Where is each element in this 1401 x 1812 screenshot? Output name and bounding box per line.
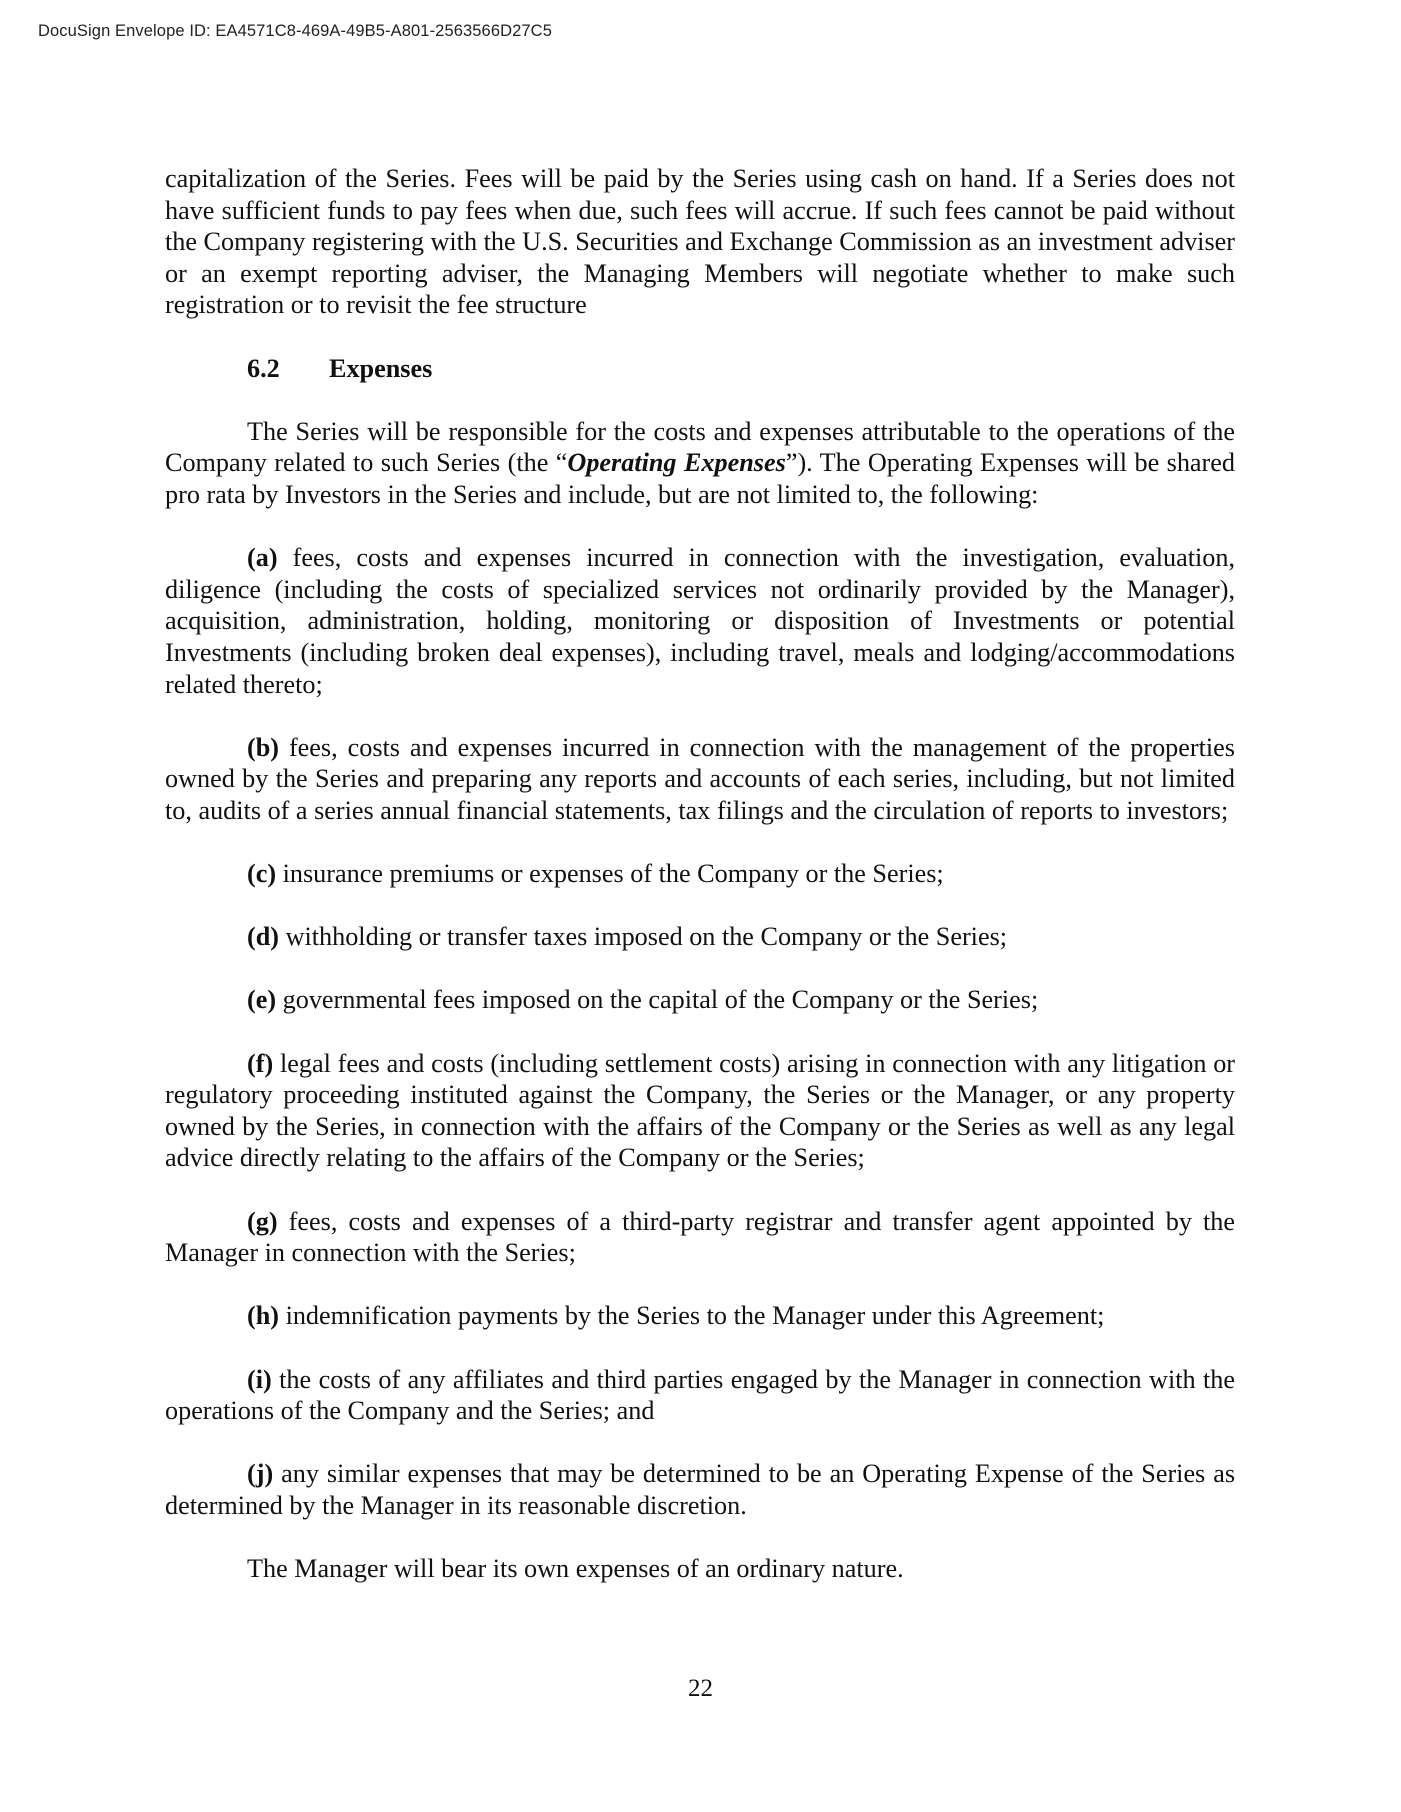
item-text: governmental fees imposed on the capital of the Company or the Series;: [282, 985, 1039, 1015]
document-body: [165, 163, 1235, 1616]
item-text: indemnification payments by the Series to the Manager under this Agreement;: [285, 1301, 1105, 1331]
item-text: the costs of any affiliates and third parties engaged by the Manager in connection with the operations of the Company and the Series; and: [165, 1364, 1236, 1426]
list-item-i: [165, 1364, 1235, 1427]
item-label: (d): [247, 922, 280, 952]
section-title: Expenses: [329, 353, 433, 383]
expenses-intro-before: The Series will be responsible for the costs and expenses attributable to the operations of the Company related to such Series (the “: [165, 416, 1235, 478]
list-item-h: [165, 1300, 1235, 1332]
list-item-c: [165, 858, 1235, 890]
item-text: any similar expenses that may be determined to be an Operating Expense of the Series as determined by the Manager in its reasonable discretion.: [165, 1459, 1236, 1520]
list-item-d: [165, 921, 1235, 953]
item-text: withholding or transfer taxes imposed on the Company or the Series;: [285, 922, 1008, 952]
closing-paragraph: The Manager will bear its own expenses of an ordinary nature.: [247, 1554, 904, 1584]
list-item-j: [165, 1458, 1235, 1521]
expenses-intro-after: ”). The Operating Expenses will be shared pro rata by Investors in the Series and include, but are not limited to, the following:: [165, 448, 1235, 509]
list-item-b: [165, 732, 1235, 827]
item-label: (a): [247, 543, 278, 573]
expenses-intro-paragraph: [165, 416, 1235, 511]
defined-term-operating-expenses: Operating Expenses: [567, 448, 786, 478]
item-label: (h): [247, 1301, 280, 1331]
list-item-e: [165, 984, 1235, 1016]
item-label: (f): [247, 1048, 274, 1078]
page-number: 22: [688, 1675, 713, 1702]
section-heading: [165, 353, 1235, 385]
list-item-a: [165, 542, 1235, 700]
item-text: insurance premiums or expenses of the Company or the Series;: [282, 859, 944, 889]
section-number: 6.2: [247, 353, 280, 383]
envelope-id-header: DocuSign Envelope ID: EA4571C8-469A-49B5-A801-2563566D27C5: [38, 22, 552, 40]
item-label: (c): [247, 859, 277, 889]
item-label: (j): [247, 1459, 274, 1489]
list-item-f: [165, 1048, 1235, 1174]
intro-paragraph: capitalization of the Series. Fees will be paid by the Series using cash on hand. If a Series does not have sufficient funds to pay fees when due, such fees will accrue. If such fees cannot be paid without the Company registering with the U.S. Securities and Exchange Commission as an investment adviser or an exempt reporting adviser, the Managing Members will negotiate whether to make such registration or to revisit the fee structure: [165, 164, 1235, 320]
item-text: fees, costs and expenses of a third-party registrar and transfer agent appointed by the Manager in connection with the Series;: [165, 1206, 1236, 1268]
item-text: fees, costs and expenses incurred in connection with the management of the properties owned by the Series and preparing any reports and accounts of each series, including, but not limited to, audits of a series annual financial statements, tax filings and the circulation of reports to investors;: [165, 732, 1235, 825]
item-label: (e): [247, 985, 277, 1015]
list-item-g: [165, 1206, 1235, 1269]
item-label: (i): [247, 1364, 272, 1394]
item-label: (b): [247, 732, 280, 762]
item-text: legal fees and costs (including settlement costs) arising in connection with any litigation or regulatory proceeding instituted against the Company, the Series or the Manager, or any property owned by the Series, in connection with the affairs of the Company or the Series as well as any legal advice directly relating to the affairs of the Company or the Series;: [165, 1048, 1236, 1173]
item-label: (g): [247, 1206, 278, 1236]
item-text: fees, costs and expenses incurred in connection with the investigation, evaluation, diligence (including the costs of specialized services not ordinarily provided by the Manager), acquisition, administration, holding, monitoring or disposition of Investments or potential Investments (including broken deal expenses), including travel, meals and lodging/accommodations related thereto;: [165, 543, 1235, 699]
